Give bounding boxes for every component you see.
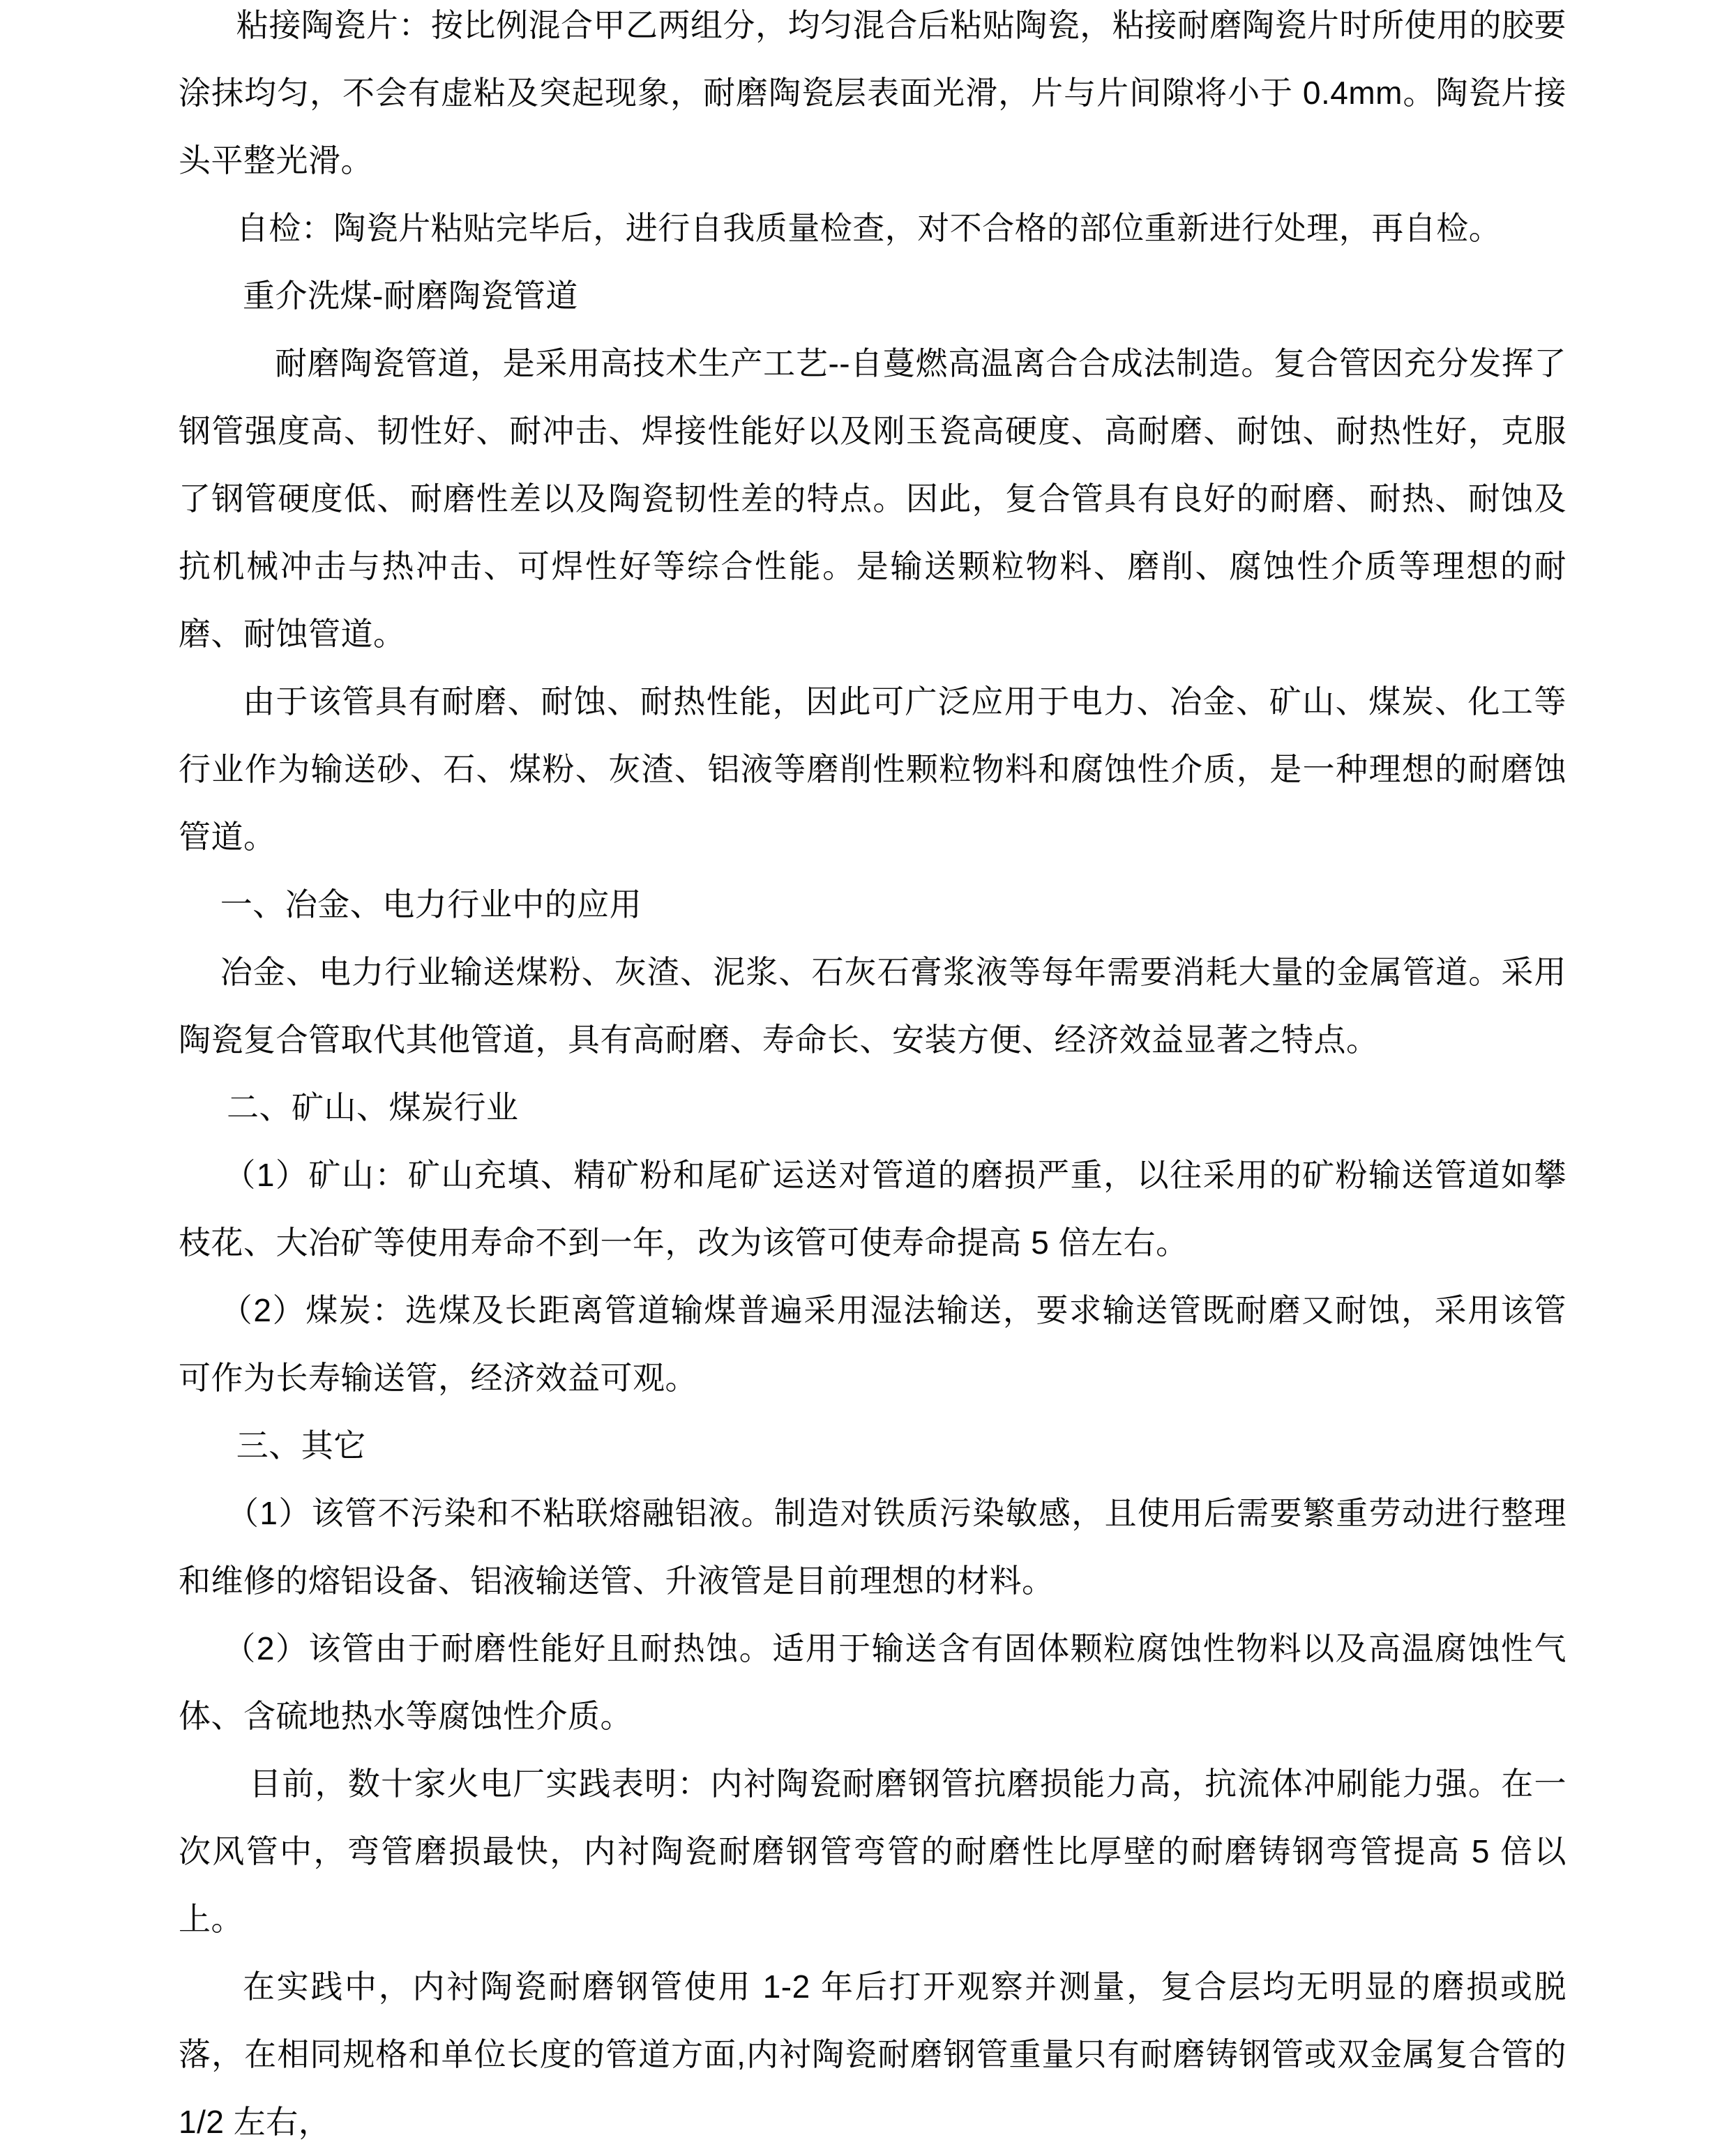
document-body <box>179 0 1566 2156</box>
heading-paragraph: 一、冶金、电力行业中的应用 <box>220 886 642 923</box>
body-paragraph: 自检：陶瓷片粘贴完毕后，进行自我质量检查，对不合格的部位重新进行处理，再自检。 <box>236 210 1502 246</box>
body-paragraph: 目前，数十家火电厂实践表明：内衬陶瓷耐磨钢管抗磨损能力高，抗流体冲刷能力强。在一次风管中，弯管磨损最快，内衬陶瓷耐磨钢管弯管的耐磨性比厚壁的耐磨铸钢弯管提高 5 倍以上。 <box>179 1766 1566 1937</box>
body-paragraph: （1）该管不污染和不粘联熔融铝液。制造对铁质污染敏感，且使用后需要繁重劳动进行整理和维修的熔铝设备、铝液输送管、升液管是目前理想的材料。 <box>179 1495 1566 1599</box>
body-paragraph: 在实践中，内衬陶瓷耐磨钢管使用 1-2 年后打开观察并测量，复合层均无明显的磨损或脱落，在相同规格和单位长度的管道方面,内衬陶瓷耐磨钢管重量只有耐磨铸钢管或双金属复合管的 1/2 左右， <box>179 1968 1566 2140</box>
heading-paragraph: 二、矿山、煤炭行业 <box>227 1089 519 1125</box>
body-paragraph: 耐磨陶瓷管道，是采用高技术生产工艺--自蔓燃高温离合合成法制造。复合管因充分发挥了钢管强度高、韧性好、耐冲击、焊接性能好以及刚玉瓷高硬度、高耐磨、耐蚀、耐热性好，克服了钢管硬度低、耐磨性差以及陶瓷韧性差的特点。因此，复合管具有良好的耐磨、耐热、耐蚀及抗机械冲击与热冲击、可焊性好等综合性能。是输送颗粒物料、磨削、腐蚀性介质等理想的耐磨、耐蚀管道。 <box>179 345 1566 652</box>
body-paragraph: 冶金、电力行业输送煤粉、灰渣、泥浆、石灰石膏浆液等每年需要消耗大量的金属管道。采用陶瓷复合管取代其他管道，具有高耐磨、寿命长、安装方便、经济效益显著之特点。 <box>179 954 1566 1058</box>
body-paragraph: （2）该管由于耐磨性能好且耐热蚀。适用于输送含有固体颗粒腐蚀性物料以及高温腐蚀性气体、含硫地热水等腐蚀性介质。 <box>179 1630 1566 1734</box>
heading-paragraph: 三、其它 <box>236 1427 366 1464</box>
heading-paragraph: 重介洗煤-耐磨陶瓷管道 <box>243 278 578 314</box>
body-paragraph: （2）煤炭：选煤及长距离管道输煤普遍采用湿法输送，要求输送管既耐磨又耐蚀，采用该管可作为长寿输送管，经济效益可观。 <box>179 1292 1566 1396</box>
body-paragraph: （1）矿山：矿山充填、精矿粉和尾矿运送对管道的磨损严重，以往采用的矿粉输送管道如攀枝花、大冶矿等使用寿命不到一年，改为该管可使寿命提高 5 倍左右。 <box>179 1157 1566 1261</box>
body-paragraph: 粘接陶瓷片：按比例混合甲乙两组分，均匀混合后粘贴陶瓷，粘接耐磨陶瓷片时所使用的胶要涂抹均匀，不会有虚粘及突起现象，耐磨陶瓷层表面光滑，片与片间隙将小于 0.4mm。陶瓷片接头平整光滑。 <box>179 7 1566 179</box>
body-paragraph: 由于该管具有耐磨、耐蚀、耐热性能，因此可广泛应用于电力、冶金、矿山、煤炭、化工等行业作为输送砂、石、煤粉、灰渣、铝液等磨削性颗粒物料和腐蚀性介质，是一种理想的耐磨蚀管道。 <box>179 683 1566 855</box>
